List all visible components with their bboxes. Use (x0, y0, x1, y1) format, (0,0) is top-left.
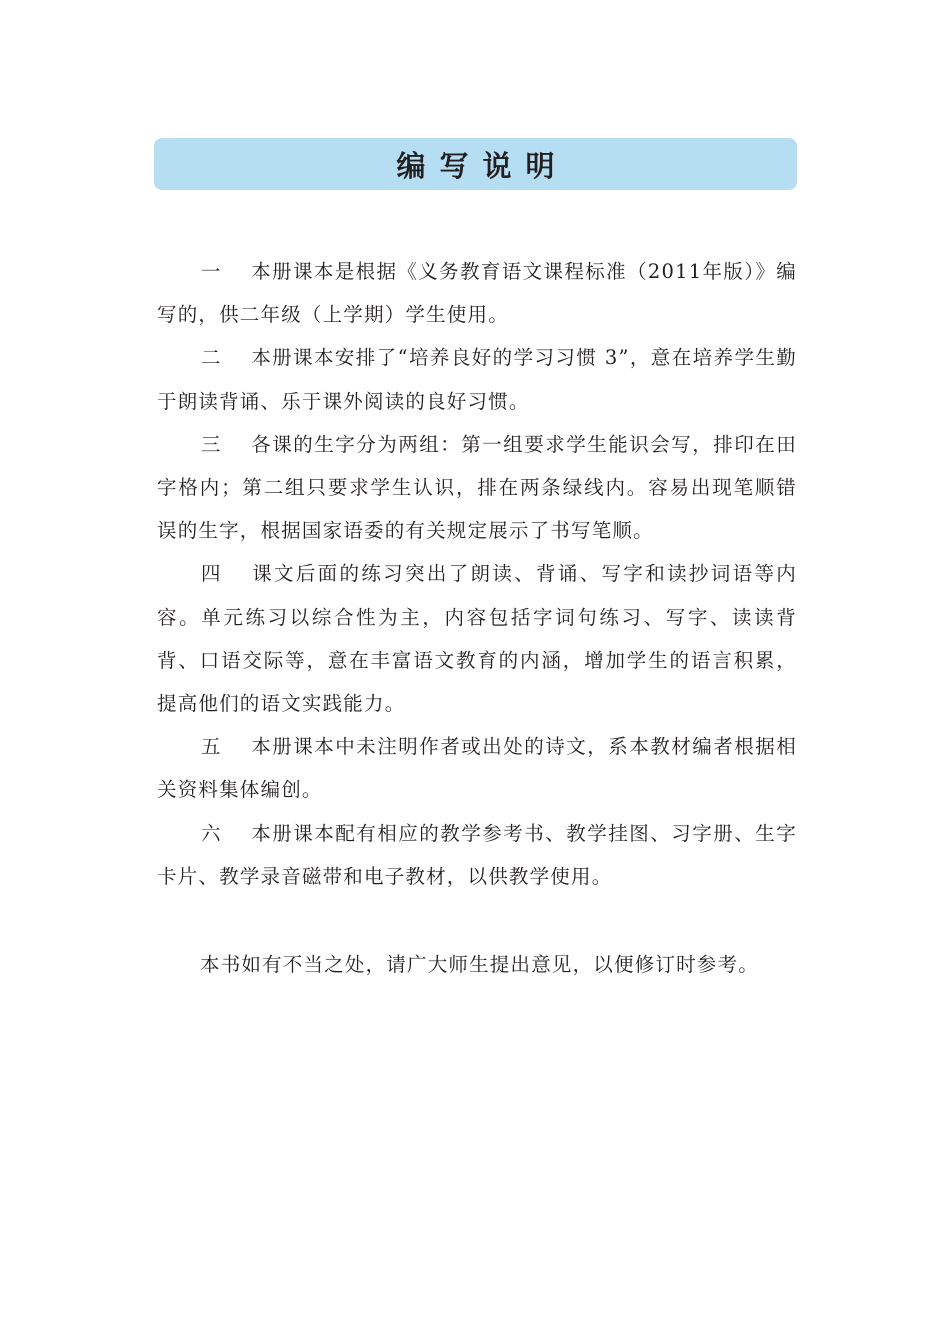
paragraph-text: 课文后面的练习突出了朗读、背诵、写字和读抄词语等内容。单元练习以综合性为主，内容包括字词句练习、写字、读读背背、口语交际等，意在丰富语文教育的内涵，增加学生的语言积累，提高他们的语文实践能力。 (157, 562, 797, 716)
paragraph-text: 本册课本中未注明作者或出处的诗文，系本教材编者根据相关资料集体编创。 (157, 735, 797, 802)
paragraph-1 (157, 250, 797, 336)
paragraph-text: 本册课本配有相应的教学参考书、教学挂图、习字册、生字卡片、教学录音磁带和电子教材，以供教学使用。 (157, 821, 797, 888)
paragraph-number: 三 (201, 432, 222, 456)
title-banner (154, 138, 797, 190)
paragraph-3 (157, 423, 797, 553)
paragraph-number: 五 (201, 735, 222, 759)
paragraph-text: 各课的生字分为两组：第一组要求学生能识会写，排印在田字格内；第二组只要求学生认识，排在两条绿线内。容易出现笔顺错误的生字，根据国家语委的有关规定展示了书写笔顺。 (157, 432, 797, 543)
paragraph-6 (157, 812, 797, 898)
paragraph-number: 四 (201, 562, 222, 586)
page-title: 编写说明 (396, 148, 569, 183)
paragraph-number: 六 (201, 821, 222, 845)
paragraph-text: 本册课本安排了“培养良好的学习习惯 3”，意在培养学生勤于朗读背诵、乐于课外阅读的良好习惯。 (157, 346, 797, 413)
closing-note: 本书如有不当之处，请广大师生提出意见，以便修订时参考。 (200, 953, 759, 976)
explanation-list (157, 250, 797, 898)
paragraph-4 (157, 552, 797, 725)
paragraph-2 (157, 336, 797, 422)
paragraph-number: 一 (201, 260, 222, 283)
paragraph-text: 本册课本是根据《义务教育语文课程标准（2011年版）》编写的，供二年级（上学期）学生使用。 (157, 260, 797, 327)
paragraph-number: 二 (201, 346, 222, 370)
paragraph-5 (157, 725, 797, 811)
